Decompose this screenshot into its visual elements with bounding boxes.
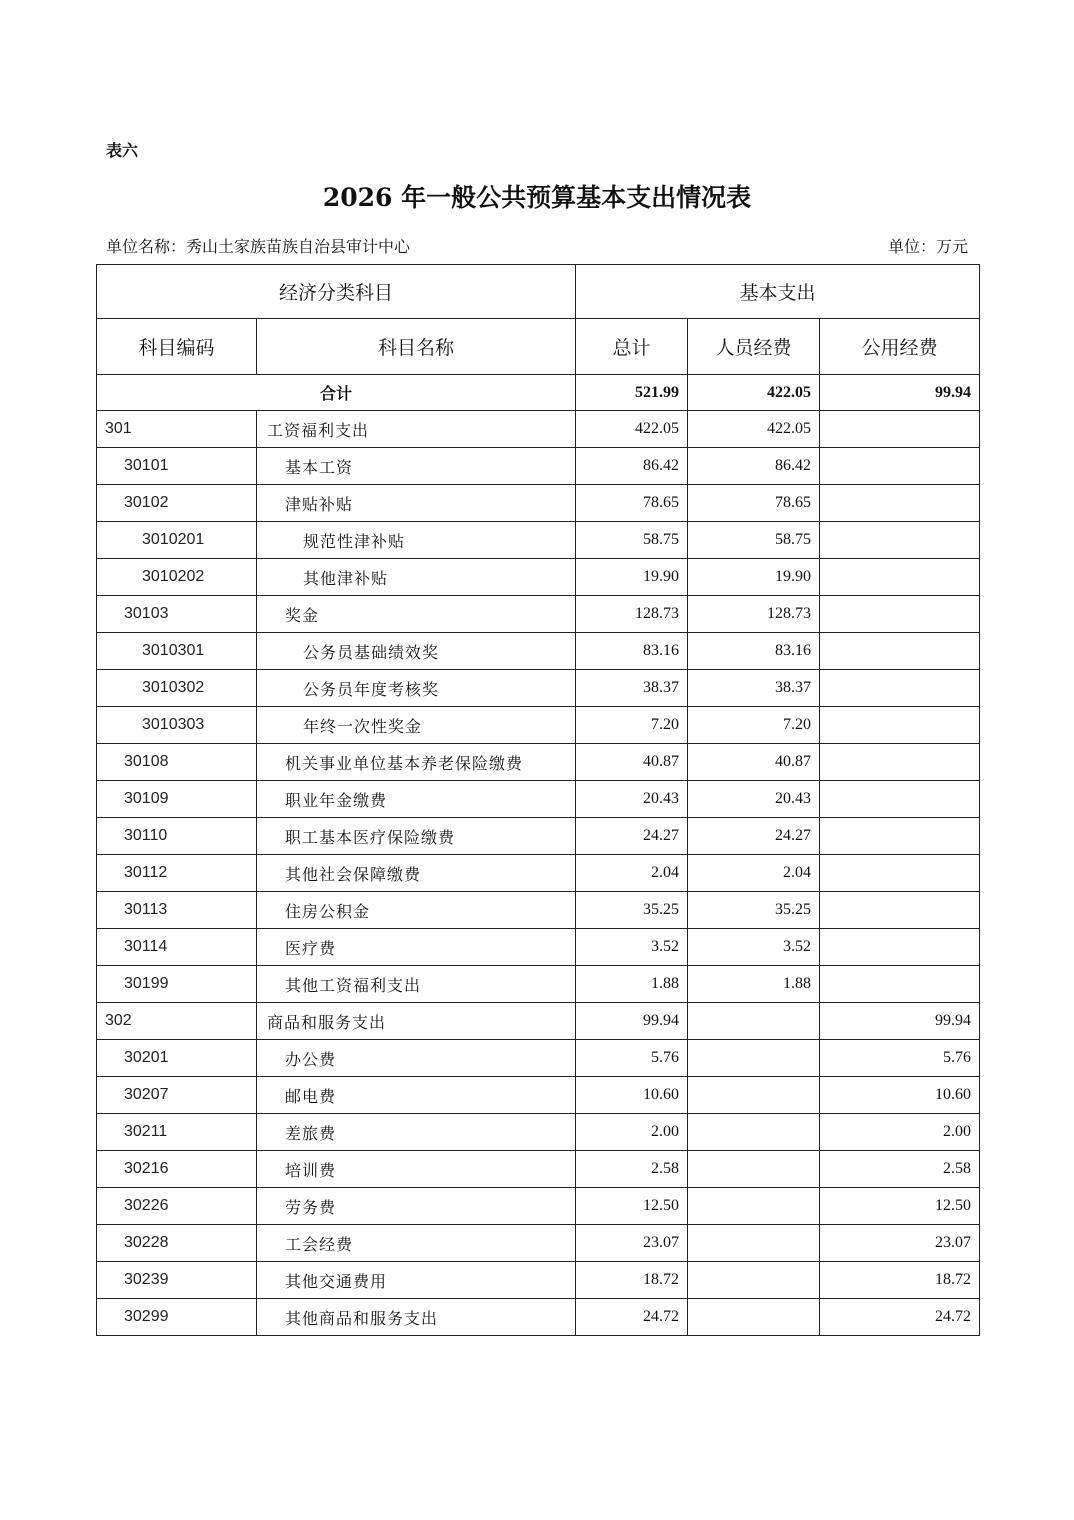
row-name: 培训费 [257,1151,576,1188]
table-row [97,1040,980,1077]
row-code: 30108 [97,744,257,781]
row-code: 30201 [97,1040,257,1077]
row-personnel: 128.73 [688,596,820,633]
row-total: 422.05 [576,411,688,448]
header-basic-expenditure: 基本支出 [576,265,980,319]
row-name: 其他工资福利支出 [257,966,576,1003]
row-public: 10.60 [820,1077,980,1114]
row-name: 公务员基础绩效奖 [257,633,576,670]
row-total: 58.75 [576,522,688,559]
header-total: 总计 [576,319,688,375]
row-public [820,559,980,596]
row-total: 2.04 [576,855,688,892]
row-personnel [688,1151,820,1188]
row-total: 83.16 [576,633,688,670]
row-public [820,892,980,929]
table-row [97,596,980,633]
row-code: 30216 [97,1151,257,1188]
row-public: 18.72 [820,1262,980,1299]
row-personnel: 1.88 [688,966,820,1003]
row-code: 3010302 [97,670,257,707]
row-name: 邮电费 [257,1077,576,1114]
row-personnel: 83.16 [688,633,820,670]
row-code: 3010202 [97,559,257,596]
row-code: 30207 [97,1077,257,1114]
row-personnel [688,1225,820,1262]
row-name: 差旅费 [257,1114,576,1151]
row-public [820,448,980,485]
row-name: 年终一次性奖金 [257,707,576,744]
row-code: 30299 [97,1299,257,1336]
row-personnel: 40.87 [688,744,820,781]
row-public [820,966,980,1003]
row-code: 30103 [97,596,257,633]
row-name: 基本工资 [257,448,576,485]
row-personnel: 24.27 [688,818,820,855]
row-code: 3010201 [97,522,257,559]
unit-label: 单位：万元 [887,237,968,256]
table-row [97,929,980,966]
total-row [97,375,980,411]
row-public [820,855,980,892]
table-row [97,818,980,855]
row-public [820,818,980,855]
row-total: 7.20 [576,707,688,744]
row-public: 24.72 [820,1299,980,1336]
row-public [820,781,980,818]
row-total: 35.25 [576,892,688,929]
table-row [97,411,980,448]
row-name: 劳务费 [257,1188,576,1225]
table-row [97,1225,980,1262]
row-public [820,744,980,781]
row-name: 其他交通费用 [257,1262,576,1299]
table-row [97,485,980,522]
row-total: 10.60 [576,1077,688,1114]
row-personnel [688,1262,820,1299]
row-personnel [688,1077,820,1114]
row-code: 30211 [97,1114,257,1151]
row-personnel: 7.20 [688,707,820,744]
row-name: 工会经费 [257,1225,576,1262]
row-total: 99.94 [576,1003,688,1040]
row-total: 19.90 [576,559,688,596]
row-total: 38.37 [576,670,688,707]
row-name: 工资福利支出 [257,411,576,448]
row-code: 30228 [97,1225,257,1262]
total-personnel: 422.05 [688,375,820,411]
row-public [820,522,980,559]
row-personnel: 38.37 [688,670,820,707]
row-code: 30239 [97,1262,257,1299]
header-name: 科目名称 [257,319,576,375]
row-total: 18.72 [576,1262,688,1299]
table-row [97,781,980,818]
table-row [97,1003,980,1040]
table-row [97,448,980,485]
row-personnel [688,1114,820,1151]
table-row [97,855,980,892]
total-total: 521.99 [576,375,688,411]
row-personnel: 35.25 [688,892,820,929]
total-label: 合计 [97,375,576,411]
row-personnel: 3.52 [688,929,820,966]
row-public: 2.58 [820,1151,980,1188]
row-public [820,929,980,966]
row-total: 128.73 [576,596,688,633]
row-name: 办公费 [257,1040,576,1077]
row-total: 40.87 [576,744,688,781]
row-total: 20.43 [576,781,688,818]
table-row [97,966,980,1003]
row-public [820,670,980,707]
row-code: 30101 [97,448,257,485]
unit-name: 单位名称：秀山土家族苗族自治县审计中心 [106,237,411,256]
table-row [97,670,980,707]
row-code: 30112 [97,855,257,892]
row-personnel: 20.43 [688,781,820,818]
row-personnel [688,1299,820,1336]
header-row-columns [97,319,980,375]
budget-table [96,264,980,1336]
row-name: 奖金 [257,596,576,633]
row-code: 30109 [97,781,257,818]
row-code: 301 [97,411,257,448]
row-name: 津贴补贴 [257,485,576,522]
table-row [97,559,980,596]
row-name: 住房公积金 [257,892,576,929]
row-public [820,485,980,522]
table-number: 表六 [106,141,139,160]
row-public: 5.76 [820,1040,980,1077]
table-row [97,1151,980,1188]
row-public: 99.94 [820,1003,980,1040]
table-row [97,707,980,744]
table-row [97,1262,980,1299]
row-total: 23.07 [576,1225,688,1262]
row-code: 30110 [97,818,257,855]
table-row [97,744,980,781]
row-total: 2.00 [576,1114,688,1151]
row-total: 3.52 [576,929,688,966]
row-public [820,411,980,448]
header-code: 科目编码 [97,319,257,375]
row-name: 其他津补贴 [257,559,576,596]
row-personnel [688,1040,820,1077]
table-row [97,522,980,559]
row-public [820,707,980,744]
row-total: 78.65 [576,485,688,522]
table-row [97,1299,980,1336]
row-public: 2.00 [820,1114,980,1151]
header-economic-category: 经济分类科目 [97,265,576,319]
table-row [97,1188,980,1225]
row-name: 职工基本医疗保险缴费 [257,818,576,855]
row-total: 24.27 [576,818,688,855]
row-name: 机关事业单位基本养老保险缴费 [257,744,576,781]
row-name: 医疗费 [257,929,576,966]
row-code: 3010303 [97,707,257,744]
row-code: 30199 [97,966,257,1003]
row-total: 5.76 [576,1040,688,1077]
row-total: 1.88 [576,966,688,1003]
row-personnel: 422.05 [688,411,820,448]
row-personnel: 78.65 [688,485,820,522]
row-code: 30114 [97,929,257,966]
row-personnel: 2.04 [688,855,820,892]
row-name: 商品和服务支出 [257,1003,576,1040]
row-code: 3010301 [97,633,257,670]
row-public: 12.50 [820,1188,980,1225]
row-public [820,633,980,670]
row-public: 23.07 [820,1225,980,1262]
total-public: 99.94 [820,375,980,411]
row-public [820,596,980,633]
row-personnel [688,1188,820,1225]
row-name: 公务员年度考核奖 [257,670,576,707]
row-name: 其他社会保障缴费 [257,855,576,892]
table-row [97,1077,980,1114]
row-name: 规范性津补贴 [257,522,576,559]
table-row [97,892,980,929]
header-personnel: 人员经费 [688,319,820,375]
row-personnel: 58.75 [688,522,820,559]
row-name: 职业年金缴费 [257,781,576,818]
row-total: 86.42 [576,448,688,485]
header-public: 公用经费 [820,319,980,375]
row-total: 2.58 [576,1151,688,1188]
page-title: 2026 年一般公共预算基本支出情况表 [322,183,752,212]
row-personnel: 19.90 [688,559,820,596]
header-row-group [97,265,980,319]
row-code: 30226 [97,1188,257,1225]
table-row [97,633,980,670]
row-code: 302 [97,1003,257,1040]
row-code: 30102 [97,485,257,522]
row-personnel [688,1003,820,1040]
row-name: 其他商品和服务支出 [257,1299,576,1336]
row-total: 12.50 [576,1188,688,1225]
table-row [97,1114,980,1151]
row-personnel: 86.42 [688,448,820,485]
row-total: 24.72 [576,1299,688,1336]
row-code: 30113 [97,892,257,929]
